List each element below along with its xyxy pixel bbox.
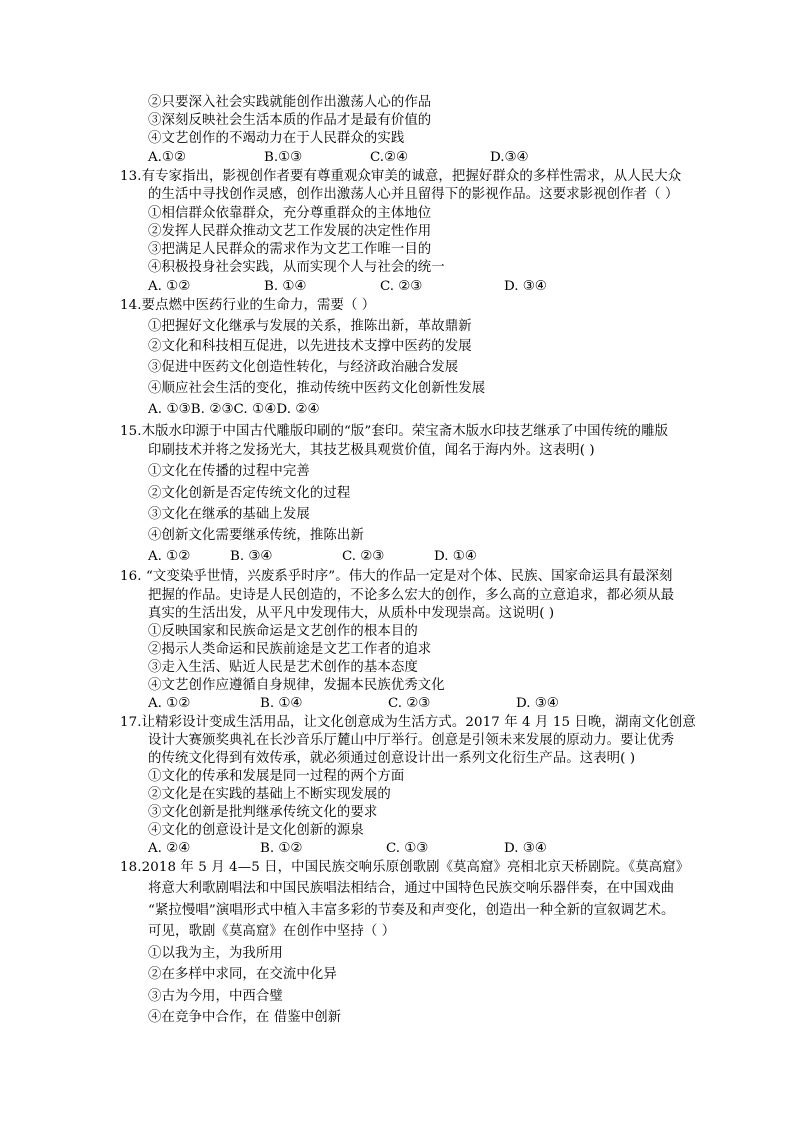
q13-options (148, 278, 648, 296)
q17-item-2: ②文化是在实践的基础上不断实现发展的 (148, 787, 391, 802)
q17-item-3: ③文化创新是批判继承传统文化的要求 (148, 805, 378, 820)
q13-option-b: B. ①④ (264, 279, 307, 294)
q17-item-1: ①文化的传承和发展是同一过程的两个方面 (148, 769, 405, 784)
q17-stem-line-3: 的传统文化得到有效传承，就必须通过创意设计出一系列文化衍生产品。这表明( ) (148, 751, 636, 766)
q12-option-c: C.②④ (370, 150, 409, 165)
q14-item-1: ①把握好文化继承与发展的关系，推陈出新，革故鼎新 (148, 319, 472, 334)
q12-item-2: ②只要深入社会实践就能创作出激荡人心的作品 (148, 95, 432, 110)
q17-option-b: B. ①② (260, 841, 303, 856)
q15-stem-line-1: 15.木版水印源于中国古代雕版印刷的“版”套印。荣宝斋木版水印技艺继承了中国传统的雕版 (120, 424, 669, 439)
q15-option-d: D. ①④ (434, 549, 477, 564)
q12-options (148, 149, 648, 167)
q16-item-4: ④文艺创作应遵循自身规律，发掘本民族优秀文化 (148, 678, 445, 693)
q15-item-1: ①文化在传播的过程中完善 (148, 464, 310, 479)
q18-stem-line-2: 将意大利歌剧唱法和中国民族唱法相结合，通过中国特色民族交响乐器伴奏，在中国戏曲 (148, 881, 675, 896)
q12-item-3: ③深刻反映社会生活本质的作品才是最有价值的 (148, 113, 432, 128)
q18-stem-line-4: 可见，歌剧《莫高窟》在创作中坚持（ ） (148, 924, 396, 939)
q17-option-a: A. ②④ (148, 841, 191, 856)
q15-option-c: C. ②③ (342, 549, 385, 564)
q16-option-a: A. ①② (148, 696, 191, 711)
q16-item-2: ②揭示人类命运和民族前途是文艺工作者的追求 (148, 642, 432, 657)
q18-item-4: ④在竞争中合作，在 借鉴中创新 (148, 1010, 342, 1025)
q14-stem: 14.要点燃中医药行业的生命力，需要（ ） (120, 298, 376, 313)
q17-option-c: C. ①③ (386, 841, 429, 856)
q15-item-4: ④创新文化需要继承传统，推陈出新 (148, 528, 364, 543)
q16-stem-line-1: 16. “文变染乎世情，兴废系乎时序”。伟大的作品一定是对个体、民族、国家命运具有最深刻 (120, 569, 673, 584)
q16-option-b: B. ①④ (260, 696, 303, 711)
q18-stem-line-3: “紧拉慢唱”演唱形式中植入丰富多彩的节奏及和声变化，创造出一种全新的宣叙调艺术。 (148, 903, 675, 918)
q16-option-c: C. ②③ (388, 696, 431, 711)
q17-stem-line-2: 设计大赛颁奖典礼在长沙音乐厅麓山中厅举行。创意是引领未来发展的原动力。要让优秀 (148, 733, 675, 748)
q12-option-a: A.①② (148, 150, 186, 165)
q18-item-1: ①以我为主，为我所用 (148, 946, 283, 961)
q13-stem-line-1: 13.有专家指出，影视创作者要有尊重观众审美的诚意，把握好群众的多样性需求，从人民大众 (120, 169, 682, 184)
q12-item-4: ④文艺创作的不竭动力在于人民群众的实践 (148, 131, 405, 146)
q13-item-3: ③把满足人民群众的需求作为文艺工作唯一目的 (148, 242, 432, 257)
q13-option-d: D. ③④ (504, 279, 547, 294)
q17-option-d: D. ③④ (504, 841, 547, 856)
q13-item-4: ④积极投身社会实践，从而实现个人与社会的统一 (148, 260, 445, 275)
q18-item-3: ③古为今用，中西合璧 (148, 989, 283, 1004)
q17-stem-line-1: 17.让精彩设计变成生活用品，让文化创意成为生活方式。2017 年 4 月 15 日晚，湖南文化创意 (120, 715, 696, 730)
q15-item-3: ③文化在继承的基础上发展 (148, 507, 310, 522)
q18-stem-line-1: 18.2018 年 5 月 4—5 日，中国民族交响乐原创歌剧《莫高窟》亮相北京天桥剧院。《莫高窟》 (120, 860, 690, 875)
q13-option-a: A. ①② (148, 279, 191, 294)
q12-option-b: B.①③ (264, 150, 303, 165)
q17-options (148, 840, 648, 858)
q13-option-c: C. ②③ (380, 279, 423, 294)
q14-item-3: ③促进中医药文化创造性转化，与经济政治融合发展 (148, 360, 459, 375)
q15-option-a: A. ①② (148, 549, 191, 564)
q15-options (148, 548, 648, 566)
q16-stem-line-2: 把握的作品。史诗是人民创造的，不论多么宏大的创作，多么高的立意追求，都必须从最 (148, 588, 675, 603)
q14-options: A. ①③B. ②③C. ①④D. ②④ (148, 402, 320, 417)
q13-stem-line-2: 的生活中寻找创作灵感，创作出激荡人心并且留得下的影视作品。这要求影视创作者（ ） (148, 187, 679, 202)
q15-stem-line-2: 印刷技术并将之发扬光大，其技艺极具观赏价值，闻名于海内外。这表明( ) (148, 443, 595, 458)
q16-item-3: ③走入生活、贴近人民是艺术创作的基本态度 (148, 660, 418, 675)
q13-item-1: ①相信群众依靠群众，充分尊重群众的主体地位 (148, 206, 432, 221)
q17-item-4: ④文化的创意设计是文化创新的源泉 (148, 823, 364, 838)
q16-stem-line-3: 真实的生活出发，从平凡中发现伟大，从质朴中发现崇高。这说明( ) (148, 606, 555, 621)
q14-item-2: ②文化和科技相互促进，以先进技术支撑中医药的发展 (148, 339, 472, 354)
q16-options (148, 695, 648, 713)
q15-item-2: ②文化创新是否定传统文化的过程 (148, 486, 351, 501)
q15-option-b: B. ③④ (230, 549, 273, 564)
q14-item-4: ④顺应社会生活的变化，推动传统中医药文化创新性发展 (148, 381, 486, 396)
q16-option-d: D. ③④ (516, 696, 559, 711)
q12-option-d: D.③④ (490, 150, 529, 165)
q18-item-2: ②在多样中求同，在交流中化异 (148, 967, 337, 982)
q13-item-2: ②发挥人民群众推动文艺工作发展的决定性作用 (148, 224, 432, 239)
q16-item-1: ①反映国家和民族命运是文艺创作的根本目的 (148, 624, 418, 639)
